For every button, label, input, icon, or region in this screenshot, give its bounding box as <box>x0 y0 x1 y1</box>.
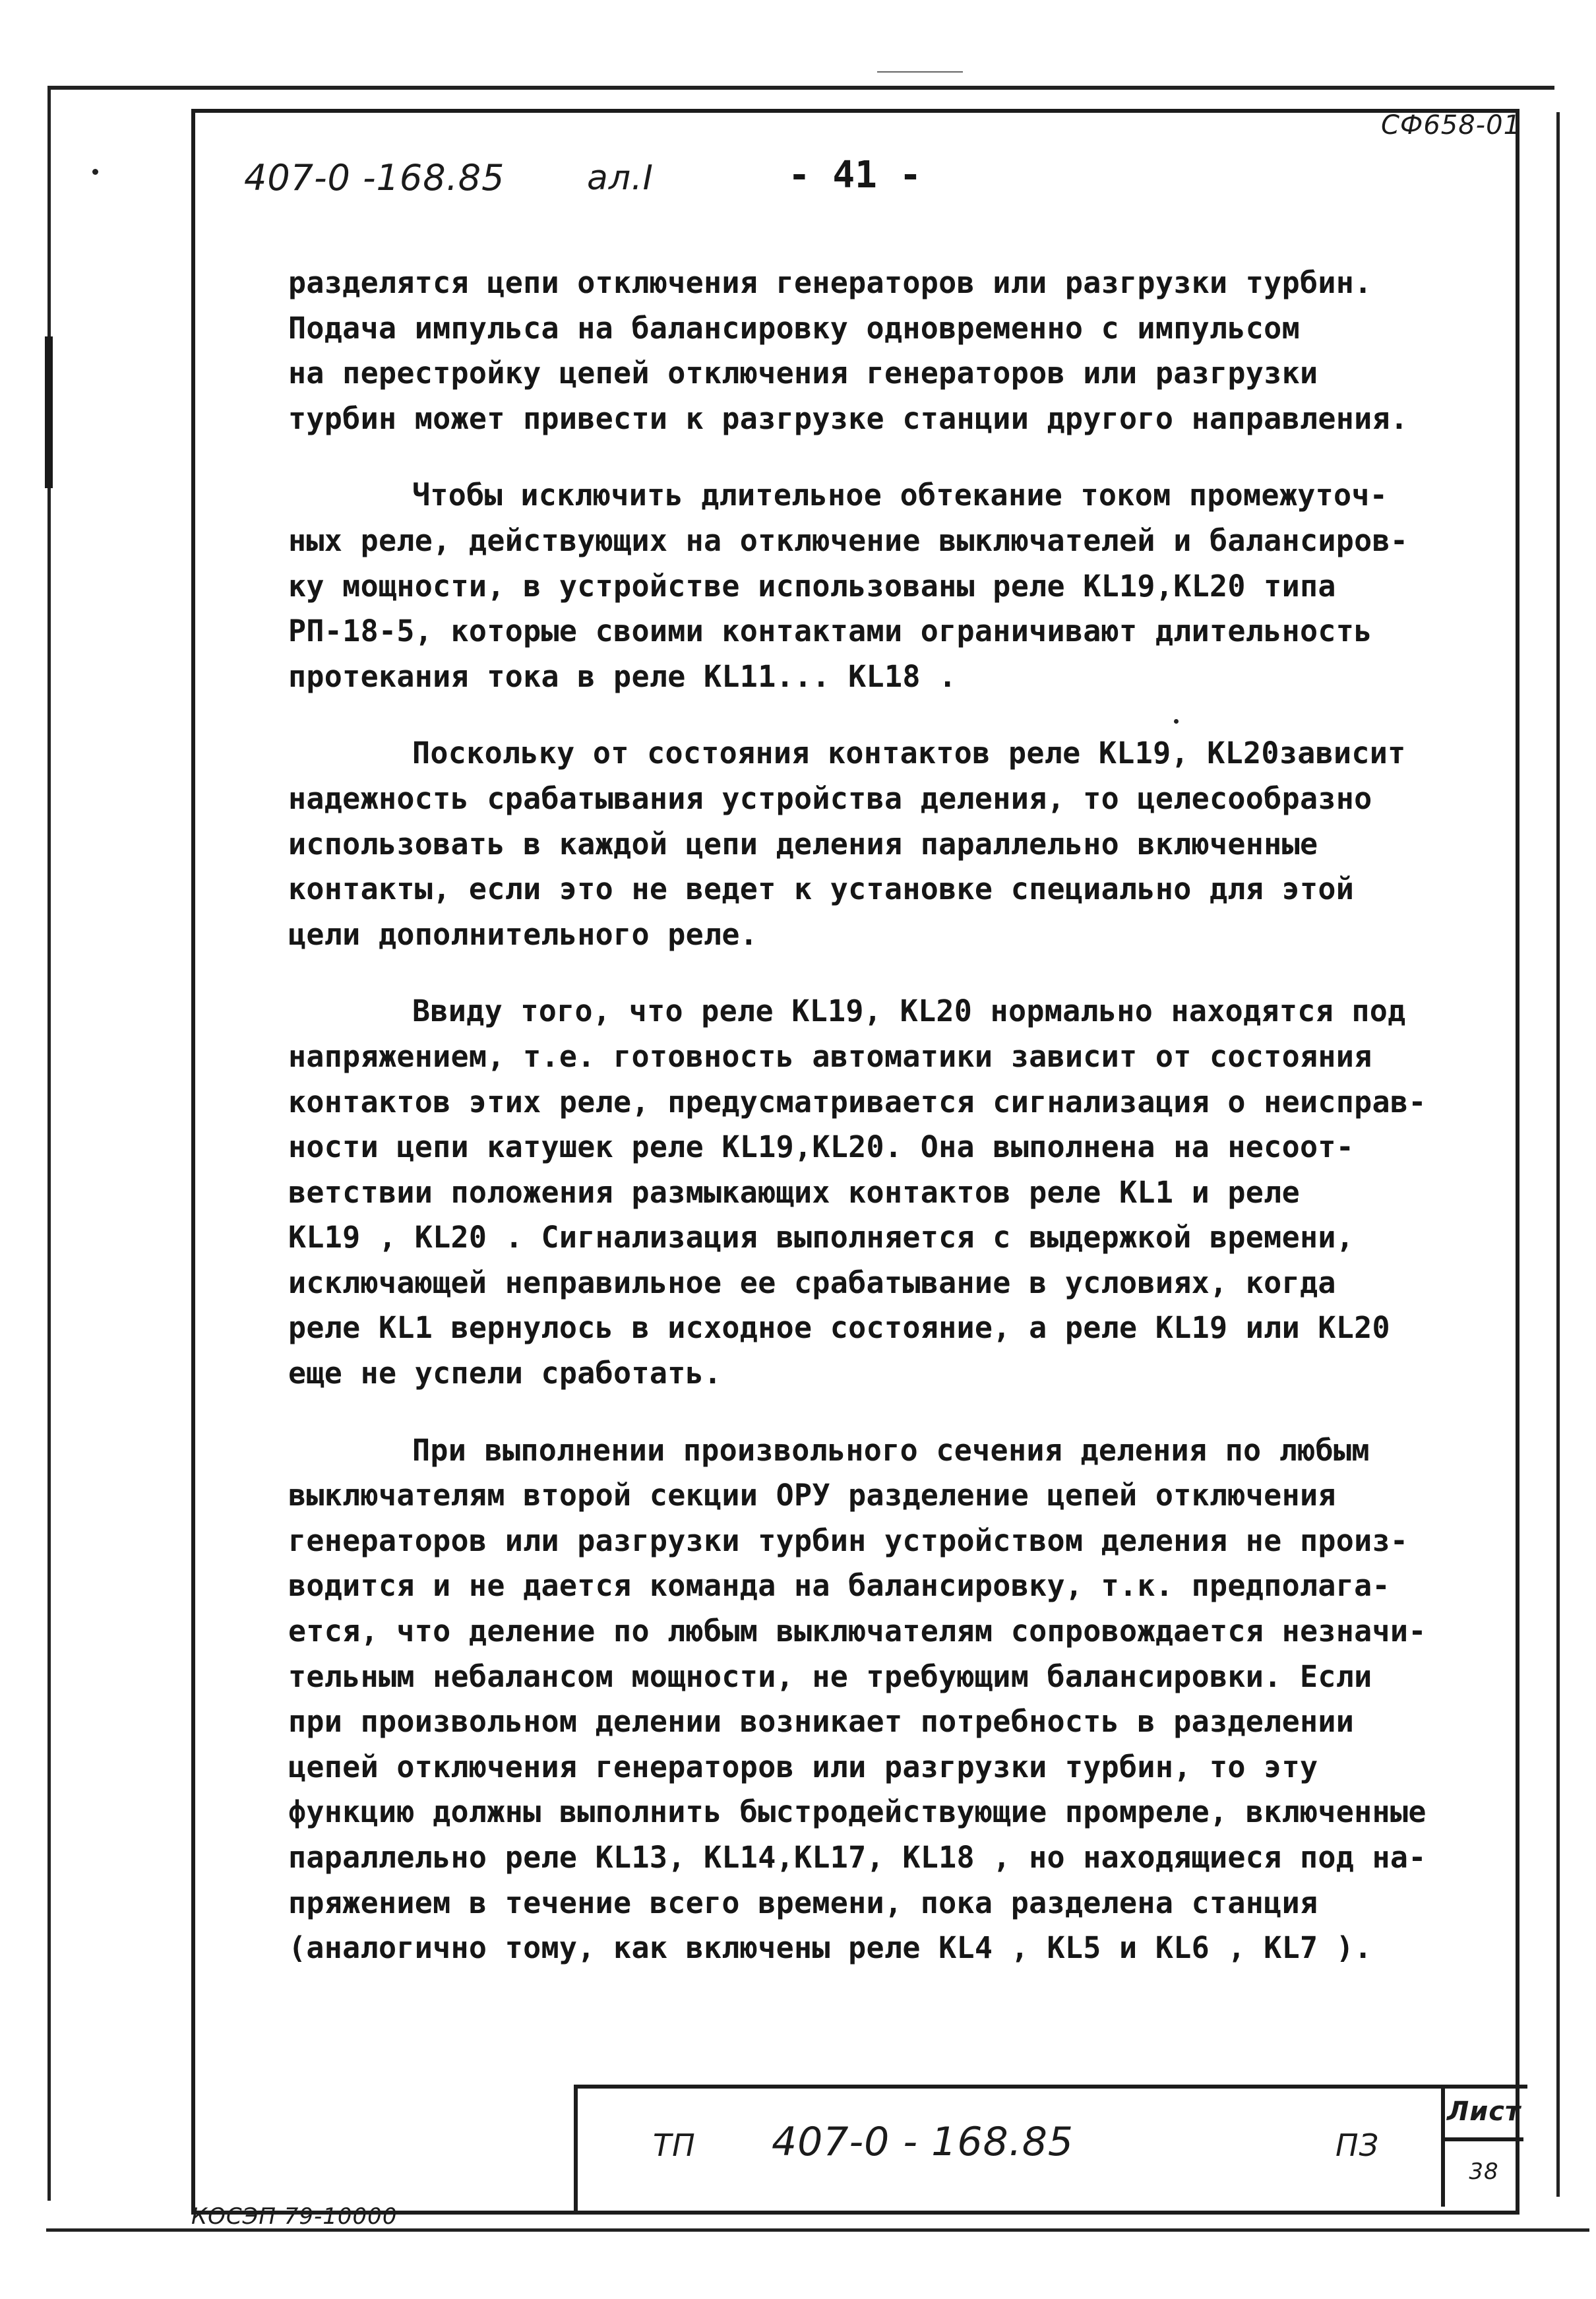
paragraph-5 <box>288 1428 1495 1971</box>
text-line: ку мощности, в устройстве использованы реле KL19,KL20 типа <box>288 568 1336 604</box>
text-line: реле KL1 вернулось в исходное состояние, а реле KL19 или KL20 <box>288 1310 1390 1346</box>
text-line: генераторов или разгрузки турбин устройством деления не произ- <box>288 1523 1409 1558</box>
paragraph-2 <box>288 473 1495 699</box>
text-line: турбин может привести к разгрузке станции другого направления. <box>288 400 1409 436</box>
sheet-label: Лист <box>1447 2096 1521 2127</box>
text-line: ных реле, действующих на отключение выключателей и балансиров- <box>288 522 1409 558</box>
paragraph-3 <box>288 731 1495 957</box>
text-line: (аналогично тому, как включены реле KL4 , KL5 и KL6 , KL7 ). <box>288 1930 1372 1966</box>
text-line: При выполнении произвольного сечения деления по любым <box>412 1432 1370 1468</box>
text-line: контактов этих реле, предусматривается сигнализация о неисправ- <box>288 1084 1427 1119</box>
text-line: использовать в каждой цепи деления параллельно включенные <box>288 826 1318 862</box>
title-block-section: ПЗ <box>1335 2127 1380 2163</box>
text-line: функцию должны выполнить быстродействующие промреле, включенные <box>288 1794 1427 1830</box>
text-line: пряжением в течение всего времени, пока разделена станция <box>288 1885 1318 1920</box>
sheet-cell-divider <box>1441 2137 1523 2141</box>
corner-code: СФ658-01 <box>1380 110 1521 141</box>
text-line: водится и не дается команда на балансировку, т.к. предполага- <box>288 1568 1390 1604</box>
text-line: разделятся цепи отключения генераторов или разгрузки турбин. <box>288 265 1372 300</box>
album-label: ал.I <box>587 158 654 198</box>
text-line: исключающей неправильное ее срабатывание в условиях, когда <box>288 1265 1336 1300</box>
body-text <box>288 261 1495 2003</box>
paragraph-4 <box>288 989 1495 1396</box>
text-line: KL19 , KL20 . Сигнализация выполняется с выдержкой времени, <box>288 1220 1355 1255</box>
text-line: надежность срабатывания устройства деления, то целесообразно <box>288 780 1372 816</box>
right-edge-line <box>1556 112 1560 2197</box>
text-line: на перестройку цепей отключения генераторов или разгрузки <box>288 356 1318 391</box>
title-block-series: ТП <box>653 2127 696 2163</box>
text-line: при произвольном делении возникает потребность в разделении <box>288 1704 1355 1740</box>
text-line: Чтобы исключить длительное обтекание током промежуточ- <box>412 478 1388 513</box>
text-line: Подача импульса на балансировку одновременно с импульсом <box>288 310 1300 346</box>
title-block-doc-number: 407-0 - 168.85 <box>772 2119 1074 2165</box>
text-line: РП-18-5, которые своими контактами ограничивают длительность <box>288 614 1372 649</box>
text-line: ности цепи катушек реле KL19,KL20. Она выполнена на несоот- <box>288 1129 1355 1165</box>
text-line: ветствии положения размыкающих контактов реле KL1 и реле <box>288 1174 1300 1210</box>
page-number: - 41 - <box>788 154 922 197</box>
text-line: напряжением, т.е. готовность автоматики зависит от состояния <box>288 1038 1372 1074</box>
text-line: выключателям второй секции ОРУ разделение цепей отключения <box>288 1478 1336 1513</box>
text-line: тельным небалансом мощности, не требующим балансировки. Если <box>288 1658 1372 1694</box>
print-code: КОСЭП 79-10000 <box>191 2203 398 2230</box>
sheet-number: 38 <box>1469 2158 1499 2185</box>
speck <box>92 169 98 175</box>
text-line: цепей отключения генераторов или разгрузки турбин, то эту <box>288 1749 1318 1784</box>
text-line: еще не успели сработать. <box>288 1356 722 1391</box>
text-line: протекания тока в реле KL11... KL18 . <box>288 658 957 694</box>
doc-number-handwritten: 407-0 -168.85 <box>244 157 505 199</box>
binding-margin-mark <box>45 336 53 488</box>
text-line: параллельно реле KL13, KL14,KL17, KL18 , но находящиеся под на- <box>288 1840 1427 1875</box>
text-line: ется, что деление по любым выключателям сопровождается незначи- <box>288 1614 1427 1649</box>
text-line: Ввиду того, что реле KL19, KL20 нормально находятся под <box>412 993 1406 1029</box>
text-line: Поскольку от состояния контактов реле KL19, KL20зависит <box>412 736 1406 771</box>
text-line: цели дополнительного реле. <box>288 916 758 952</box>
text-line: контакты, если это не ведет к установке специально для этой <box>288 871 1355 907</box>
paragraph-1 <box>288 261 1495 441</box>
top-dash-mark <box>877 71 963 73</box>
